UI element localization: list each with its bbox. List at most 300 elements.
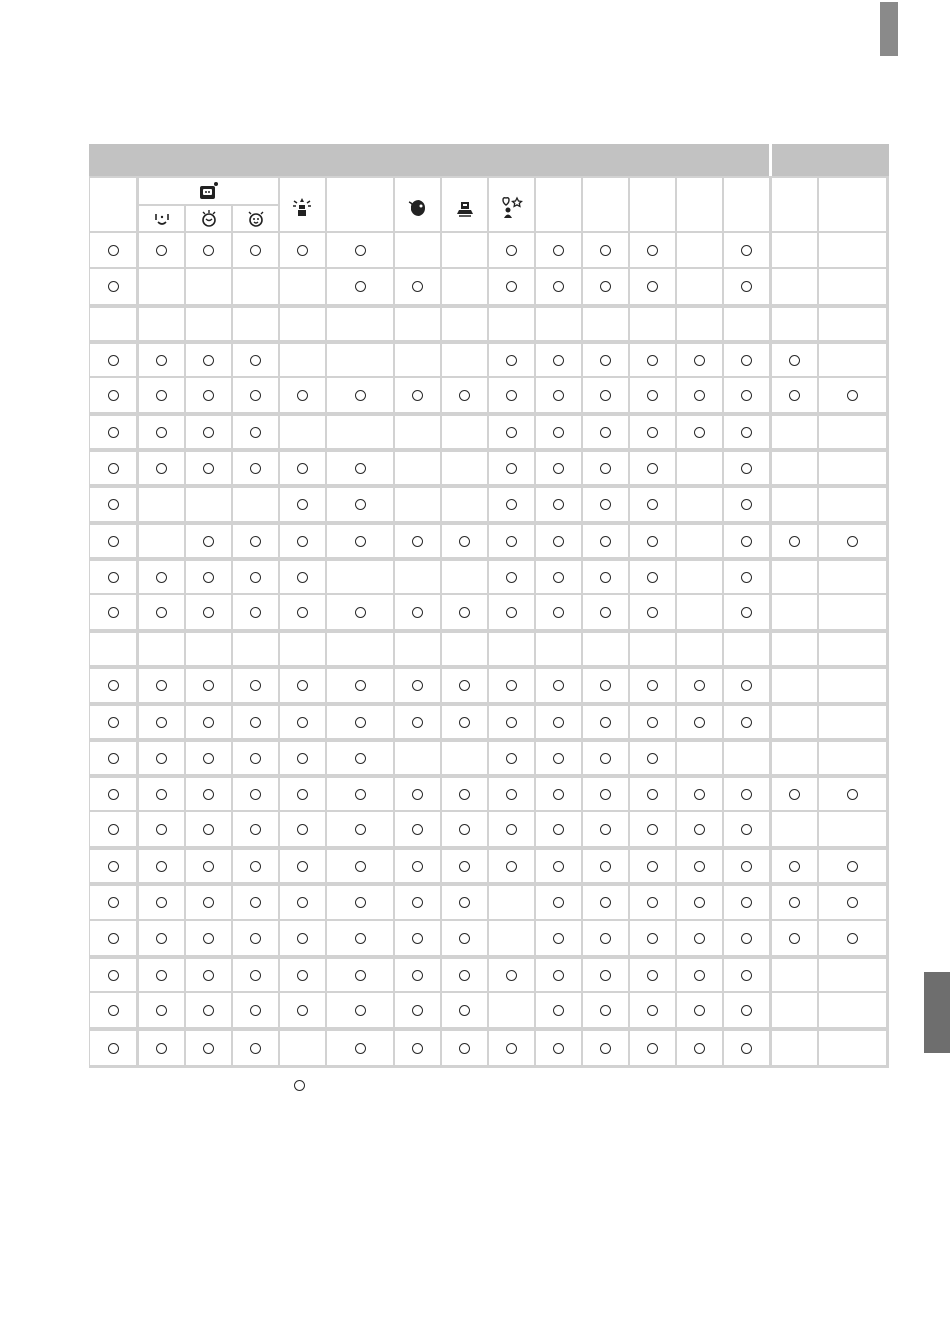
available-mark — [600, 824, 611, 835]
table-cell — [90, 416, 136, 448]
table-cell — [630, 269, 675, 304]
available-mark — [297, 607, 308, 618]
available-mark — [506, 536, 517, 547]
table-cell — [677, 633, 722, 665]
table-cell — [489, 344, 534, 376]
low-light-icon — [199, 209, 219, 229]
available-mark — [156, 897, 167, 908]
table-cell — [724, 633, 769, 665]
table-cell — [90, 595, 136, 629]
available-mark — [553, 680, 564, 691]
available-mark — [647, 463, 658, 474]
available-mark — [647, 824, 658, 835]
available-mark — [250, 390, 261, 401]
table-cell — [327, 742, 393, 774]
available-mark — [250, 861, 261, 872]
available-mark — [553, 1005, 564, 1016]
table-cell — [630, 633, 675, 665]
available-mark — [647, 536, 658, 547]
table-cell — [327, 452, 393, 484]
table-cell — [139, 378, 184, 412]
available-mark — [203, 933, 214, 944]
table-cell — [442, 595, 487, 629]
table-cell — [583, 993, 628, 1027]
available-mark — [506, 499, 517, 510]
table-cell — [630, 742, 675, 774]
available-mark — [355, 717, 366, 728]
table-cell — [90, 488, 136, 521]
table-cell — [489, 561, 534, 593]
available-mark — [412, 824, 423, 835]
available-mark — [297, 970, 308, 981]
available-mark — [506, 717, 517, 728]
table-cell — [583, 269, 628, 304]
table-cell — [327, 378, 393, 412]
table-cell — [442, 452, 487, 484]
table-cell — [630, 308, 675, 340]
available-mark — [789, 536, 800, 547]
table-cell — [280, 269, 325, 304]
table-cell — [536, 378, 581, 412]
table-cell — [233, 561, 278, 593]
table-cell — [630, 561, 675, 593]
table-cell — [772, 778, 817, 810]
available-mark — [108, 281, 119, 292]
available-mark — [553, 390, 564, 401]
available-mark — [789, 355, 800, 366]
available-mark — [647, 861, 658, 872]
table-cell — [280, 633, 325, 665]
available-mark — [694, 680, 705, 691]
table-cell — [724, 344, 769, 376]
available-mark — [297, 789, 308, 800]
table-row — [89, 452, 889, 484]
available-mark — [412, 281, 423, 292]
available-mark — [250, 970, 261, 981]
table-row — [89, 633, 889, 665]
table-cell — [186, 416, 231, 448]
available-mark — [553, 355, 564, 366]
available-mark — [694, 933, 705, 944]
table-cell — [724, 993, 769, 1027]
table-cell — [677, 812, 722, 846]
table-cell — [489, 812, 534, 846]
table-title-band — [89, 144, 889, 176]
table-cell — [536, 778, 581, 810]
table-cell — [90, 850, 136, 882]
available-mark — [156, 789, 167, 800]
table-cell — [139, 488, 184, 521]
table-cell — [489, 378, 534, 412]
table-cell — [90, 378, 136, 412]
table-row — [89, 1031, 889, 1065]
table-cell — [186, 561, 231, 593]
table-cell — [536, 850, 581, 882]
available-mark — [108, 680, 119, 691]
available-mark — [355, 897, 366, 908]
table-cell — [139, 452, 184, 484]
table-row — [89, 921, 889, 955]
table-cell — [442, 959, 487, 991]
table-cell — [139, 233, 184, 267]
available-mark — [156, 753, 167, 764]
table-cell — [139, 308, 184, 340]
available-mark — [741, 789, 752, 800]
available-mark — [412, 933, 423, 944]
table-cell — [489, 233, 534, 267]
table-cell — [139, 812, 184, 846]
available-mark — [553, 861, 564, 872]
table-cell — [583, 778, 628, 810]
table-cell — [772, 233, 817, 267]
fireworks-icon — [291, 196, 313, 218]
table-cell — [186, 812, 231, 846]
table-cell — [280, 233, 325, 267]
table-cell — [327, 525, 393, 557]
table-cell — [442, 633, 487, 665]
table-row — [89, 525, 889, 557]
available-mark — [250, 933, 261, 944]
table-cell — [139, 886, 184, 919]
table-row — [89, 378, 889, 412]
available-mark — [506, 861, 517, 872]
table-cell — [819, 488, 886, 521]
available-mark — [156, 355, 167, 366]
table-cell — [677, 778, 722, 810]
table-row — [89, 233, 889, 267]
table-cell — [395, 886, 440, 919]
available-mark — [108, 1043, 119, 1054]
available-mark — [694, 970, 705, 981]
available-mark — [412, 897, 423, 908]
available-mark — [506, 789, 517, 800]
available-mark — [156, 861, 167, 872]
available-mark — [108, 355, 119, 366]
table-cell — [327, 269, 393, 304]
table-cell — [280, 416, 325, 448]
available-mark — [741, 1005, 752, 1016]
table-cell — [139, 993, 184, 1027]
table-cell — [233, 233, 278, 267]
table-cell — [233, 595, 278, 629]
available-mark — [297, 824, 308, 835]
available-mark — [459, 1043, 470, 1054]
available-mark — [156, 607, 167, 618]
available-mark — [694, 789, 705, 800]
table-cell — [677, 269, 722, 304]
header-cell-blank — [536, 178, 581, 231]
available-mark — [355, 390, 366, 401]
table-cell — [772, 416, 817, 448]
available-mark — [297, 245, 308, 256]
available-mark — [506, 607, 517, 618]
header-cell-snow — [442, 178, 487, 231]
table-cell — [819, 344, 886, 376]
table-cell — [395, 416, 440, 448]
table-cell — [583, 1031, 628, 1065]
available-mark — [108, 717, 119, 728]
table-cell — [819, 269, 886, 304]
available-mark — [647, 1005, 658, 1016]
table-cell — [395, 633, 440, 665]
available-mark — [600, 427, 611, 438]
table-cell — [724, 812, 769, 846]
table-cell — [630, 886, 675, 919]
table-row — [89, 561, 889, 593]
available-mark — [250, 355, 261, 366]
table-cell — [677, 886, 722, 919]
available-mark — [506, 824, 517, 835]
table-cell — [280, 595, 325, 629]
table-cell — [819, 525, 886, 557]
table-cell — [280, 452, 325, 484]
table-cell — [233, 706, 278, 738]
available-mark — [553, 753, 564, 764]
available-mark — [355, 499, 366, 510]
table-cell — [772, 921, 817, 955]
available-mark — [741, 824, 752, 835]
table-cell — [583, 633, 628, 665]
table-cell — [630, 416, 675, 448]
available-mark — [108, 1005, 119, 1016]
table-cell — [819, 850, 886, 882]
snow-icon — [454, 198, 476, 218]
table-cell — [186, 488, 231, 521]
table-cell — [630, 921, 675, 955]
available-mark — [108, 824, 119, 835]
table-cell — [630, 778, 675, 810]
available-mark — [647, 499, 658, 510]
table-cell — [583, 812, 628, 846]
table-cell — [233, 344, 278, 376]
table-cell — [327, 1031, 393, 1065]
table-cell — [327, 633, 393, 665]
table-cell — [677, 488, 722, 521]
table-cell — [630, 525, 675, 557]
table-cell — [233, 452, 278, 484]
table-cell — [819, 812, 886, 846]
table-cell — [280, 921, 325, 955]
available-mark — [741, 861, 752, 872]
chapter-tab-marker — [924, 972, 950, 1053]
table-cell — [280, 1031, 325, 1065]
table-cell — [536, 812, 581, 846]
table-cell — [772, 488, 817, 521]
available-mark — [355, 680, 366, 691]
table-cell — [536, 488, 581, 521]
table-cell — [186, 344, 231, 376]
available-mark — [156, 463, 167, 474]
table-cell — [724, 595, 769, 629]
available-mark — [553, 607, 564, 618]
available-mark — [108, 536, 119, 547]
available-mark — [647, 427, 658, 438]
table-cell — [772, 742, 817, 774]
available-mark — [553, 536, 564, 547]
table-cell — [90, 561, 136, 593]
table-cell — [233, 742, 278, 774]
table-cell — [327, 308, 393, 340]
available-mark — [203, 245, 214, 256]
table-cell — [724, 233, 769, 267]
available-mark — [600, 536, 611, 547]
available-mark — [297, 861, 308, 872]
table-cell — [442, 921, 487, 955]
available-mark — [412, 390, 423, 401]
table-cell — [233, 488, 278, 521]
table-cell — [139, 633, 184, 665]
table-cell — [139, 706, 184, 738]
available-mark — [647, 933, 658, 944]
table-cell — [395, 595, 440, 629]
table-cell — [536, 452, 581, 484]
table-cell — [536, 269, 581, 304]
available-mark — [847, 861, 858, 872]
table-cell — [677, 525, 722, 557]
available-mark — [553, 245, 564, 256]
table-row — [89, 778, 889, 810]
table-cell — [139, 742, 184, 774]
available-mark — [297, 1005, 308, 1016]
table-cell — [677, 921, 722, 955]
header-cell-low-light — [186, 206, 231, 231]
table-cell — [139, 416, 184, 448]
available-mark — [741, 281, 752, 292]
band-divider — [769, 144, 772, 176]
available-mark — [694, 897, 705, 908]
table-cell — [327, 416, 393, 448]
available-mark — [847, 789, 858, 800]
table-cell — [280, 812, 325, 846]
table-cell — [630, 378, 675, 412]
table-cell — [536, 706, 581, 738]
table-cell — [442, 233, 487, 267]
table-cell — [724, 561, 769, 593]
table-cell — [327, 993, 393, 1027]
available-mark — [108, 572, 119, 583]
section-tab-marker — [880, 2, 898, 56]
table-cell — [90, 886, 136, 919]
table-cell — [233, 633, 278, 665]
available-mark — [108, 861, 119, 872]
available-mark — [203, 536, 214, 547]
table-cell — [442, 1031, 487, 1065]
available-mark — [741, 970, 752, 981]
table-cell — [583, 921, 628, 955]
table-cell — [186, 269, 231, 304]
table-cell — [90, 344, 136, 376]
table-cell — [772, 633, 817, 665]
table-cell — [280, 525, 325, 557]
available-mark — [250, 427, 261, 438]
available-mark — [203, 355, 214, 366]
table-cell — [186, 378, 231, 412]
available-mark — [553, 824, 564, 835]
table-cell — [442, 706, 487, 738]
table-cell — [489, 452, 534, 484]
table-cell — [677, 669, 722, 702]
table-cell — [489, 778, 534, 810]
table-cell — [395, 452, 440, 484]
table-cell — [536, 921, 581, 955]
table-cell — [395, 378, 440, 412]
table-cell — [536, 525, 581, 557]
table-cell — [395, 812, 440, 846]
table-cell — [630, 595, 675, 629]
available-mark — [741, 463, 752, 474]
available-mark — [459, 970, 470, 981]
table-cell — [819, 778, 886, 810]
table-cell — [772, 525, 817, 557]
available-mark — [459, 680, 470, 691]
available-mark — [741, 355, 752, 366]
table-cell — [90, 812, 136, 846]
table-cell — [395, 921, 440, 955]
table-cell — [186, 525, 231, 557]
header-cell-blank — [583, 178, 628, 231]
available-mark — [355, 607, 366, 618]
table-cell — [536, 308, 581, 340]
available-mark — [412, 789, 423, 800]
table-cell — [395, 488, 440, 521]
table-cell — [395, 1031, 440, 1065]
table-cell — [677, 452, 722, 484]
available-mark — [847, 933, 858, 944]
table-cell — [233, 993, 278, 1027]
table-cell — [819, 633, 886, 665]
available-mark — [600, 1005, 611, 1016]
available-mark — [459, 824, 470, 835]
table-cell — [186, 959, 231, 991]
table-cell — [139, 850, 184, 882]
available-mark — [647, 897, 658, 908]
table-cell — [233, 416, 278, 448]
table-cell — [327, 921, 393, 955]
available-mark — [203, 753, 214, 764]
table-cell — [536, 993, 581, 1027]
table-cell — [90, 1031, 136, 1065]
table-cell — [489, 850, 534, 882]
available-mark — [553, 572, 564, 583]
available-mark — [741, 717, 752, 728]
table-cell — [724, 921, 769, 955]
available-mark — [600, 463, 611, 474]
table-cell — [395, 850, 440, 882]
table-cell — [583, 742, 628, 774]
available-mark — [297, 933, 308, 944]
table-cell — [139, 344, 184, 376]
available-mark — [355, 1043, 366, 1054]
table-cell — [489, 706, 534, 738]
table-cell — [677, 344, 722, 376]
available-mark — [203, 789, 214, 800]
table-cell — [724, 706, 769, 738]
available-mark — [203, 390, 214, 401]
available-mark — [600, 717, 611, 728]
header-cell-face-timer — [233, 206, 278, 231]
available-mark — [108, 789, 119, 800]
available-mark — [694, 824, 705, 835]
available-mark — [203, 824, 214, 835]
available-mark — [553, 1043, 564, 1054]
table-row — [89, 344, 889, 376]
header-cell-blank — [772, 178, 817, 231]
available-mark — [355, 463, 366, 474]
available-mark — [459, 861, 470, 872]
table-cell — [819, 308, 886, 340]
table-cell — [772, 452, 817, 484]
available-mark — [250, 897, 261, 908]
